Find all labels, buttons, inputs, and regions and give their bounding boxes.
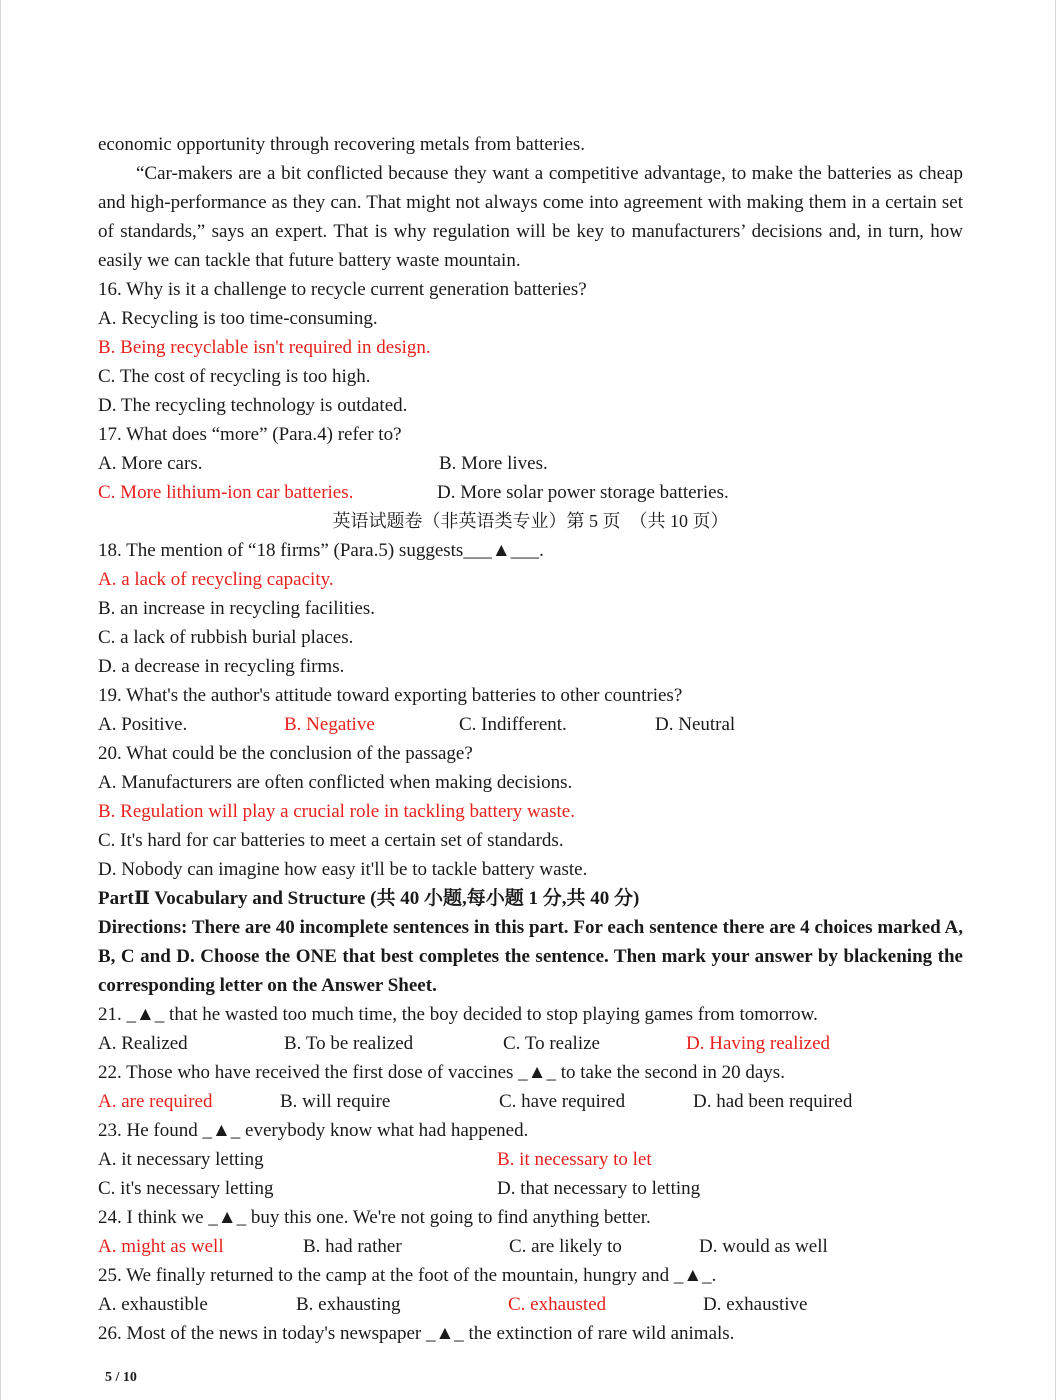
- question-22-option-a-answer: A. are required: [98, 1091, 213, 1112]
- part-2-directions: Directions: There are 40 incomplete sentences in this part. For each sentence there are 4 choices marked A, B, C and D. Choose the ONE that best completes the sentence. Then mark your answer by blackening the corresponding letter on the Answer Sheet.: [98, 917, 963, 996]
- question-23-option-c: C. it's necessary letting: [98, 1178, 274, 1199]
- question-16-option-a: A. Recycling is too time-consuming.: [98, 308, 378, 329]
- question-17-option-b: B. More lives.: [439, 453, 548, 474]
- question-19-option-a: A. Positive.: [98, 714, 188, 735]
- question-19-stem: 19. What's the author's attitude toward exporting batteries to other countries?: [98, 685, 683, 706]
- question-24-stem: 24. I think we _▲_ buy this one. We're not going to find anything better.: [98, 1207, 651, 1228]
- question-22-option-b: B. will require: [280, 1091, 391, 1112]
- question-25-option-d: D. exhaustive: [703, 1294, 808, 1315]
- question-18-option-c: C. a lack of rubbish burial places.: [98, 627, 354, 648]
- question-25-options: [98, 1290, 963, 1319]
- question-17-option-c-answer: C. More lithium-ion car batteries.: [98, 482, 354, 503]
- question-25-option-a: A. exhaustible: [98, 1294, 208, 1315]
- question-23-stem: 23. He found _▲_ everybody know what had happened.: [98, 1120, 529, 1141]
- question-17-options-row1: [98, 449, 963, 478]
- question-21-stem: 21. _▲_ that he wasted too much time, the boy decided to stop playing games from tomorrow.: [98, 1004, 818, 1025]
- question-26-stem: 26. Most of the news in today's newspaper _▲_ the extinction of rare wild animals.: [98, 1323, 735, 1344]
- question-22-option-c: C. have required: [499, 1091, 626, 1112]
- question-20-option-b-answer: B. Regulation will play a crucial role in tackling battery waste.: [98, 801, 575, 822]
- question-18-option-b: B. an increase in recycling facilities.: [98, 598, 375, 619]
- question-24-option-a-answer: A. might as well: [98, 1236, 224, 1257]
- question-21-options: [98, 1029, 963, 1058]
- question-19-option-c: C. Indifferent.: [459, 714, 567, 735]
- question-17-option-d: D. More solar power storage batteries.: [437, 482, 729, 503]
- question-20-option-a: A. Manufacturers are often conflicted when making decisions.: [98, 772, 573, 793]
- question-24-option-c: C. are likely to: [509, 1236, 622, 1257]
- question-16-option-c: C. The cost of recycling is too high.: [98, 366, 371, 387]
- question-16-option-b-answer: B. Being recyclable isn't required in design.: [98, 337, 431, 358]
- question-21-option-c: C. To realize: [503, 1033, 600, 1054]
- page-content: [98, 130, 963, 1348]
- question-24-options: [98, 1232, 963, 1261]
- question-19-option-d: D. Neutral: [655, 714, 736, 735]
- question-24-option-d: D. would as well: [699, 1236, 828, 1257]
- question-16-option-d: D. The recycling technology is outdated.: [98, 395, 408, 416]
- question-23-option-a: A. it necessary letting: [98, 1149, 264, 1170]
- question-20-option-d: D. Nobody can imagine how easy it'll be to tackle battery waste.: [98, 859, 588, 880]
- question-22-options: [98, 1087, 963, 1116]
- page-number-footer: 5 / 10: [105, 1370, 137, 1385]
- question-23-options-row2: [98, 1174, 963, 1203]
- question-21-option-a: A. Realized: [98, 1033, 188, 1054]
- question-25-option-b: B. exhausting: [296, 1294, 401, 1315]
- question-23-options-row1: [98, 1145, 963, 1174]
- question-17-option-a: A. More cars.: [98, 453, 203, 474]
- question-23-option-d: D. that necessary to letting: [497, 1178, 701, 1199]
- question-20-option-c: C. It's hard for car batteries to meet a certain set of standards.: [98, 830, 564, 851]
- question-20-stem: 20. What could be the conclusion of the passage?: [98, 743, 473, 764]
- question-17-options-row2: [98, 478, 963, 507]
- part-2-title: PartⅡ Vocabulary and Structure (共 40 小题,每小题 1 分,共 40 分): [98, 888, 640, 909]
- question-18-option-d: D. a decrease in recycling firms.: [98, 656, 345, 677]
- question-18-stem: 18. The mention of “18 firms” (Para.5) suggests___▲___.: [98, 540, 544, 561]
- question-25-stem: 25. We finally returned to the camp at the foot of the mountain, hungry and _▲_.: [98, 1265, 717, 1286]
- question-22-stem: 22. Those who have received the first dose of vaccines _▲_ to take the second in 20 days.: [98, 1062, 785, 1083]
- question-19-options: [98, 710, 963, 739]
- passage-paragraph: “Car-makers are a bit conflicted because they want a competitive advantage, to make the batteries as cheap and high-performance as they can. That might not always come into agreement with making them in a certain set of standards,” says an expert. That is why regulation will be key to manufacturers’ decisions and, in turn, how easily we can tackle that future battery waste mountain.: [98, 163, 963, 271]
- question-17-stem: 17. What does “more” (Para.4) refer to?: [98, 424, 402, 445]
- question-21-option-d-answer: D. Having realized: [686, 1033, 831, 1054]
- question-22-option-d: D. had been required: [693, 1091, 853, 1112]
- question-25-option-c-answer: C. exhausted: [508, 1294, 607, 1315]
- question-23-option-b-answer: B. it necessary to let: [497, 1149, 652, 1170]
- page-header: 英语试题卷（非英语类专业）第 5 页 （共 10 页）: [332, 511, 729, 531]
- question-18-option-a-answer: A. a lack of recycling capacity.: [98, 569, 334, 590]
- question-21-option-b: B. To be realized: [284, 1033, 414, 1054]
- question-19-option-b-answer: B. Negative: [284, 714, 375, 735]
- passage-line: economic opportunity through recovering metals from batteries.: [98, 134, 585, 155]
- question-16-stem: 16. Why is it a challenge to recycle current generation batteries?: [98, 279, 587, 300]
- question-24-option-b: B. had rather: [303, 1236, 402, 1257]
